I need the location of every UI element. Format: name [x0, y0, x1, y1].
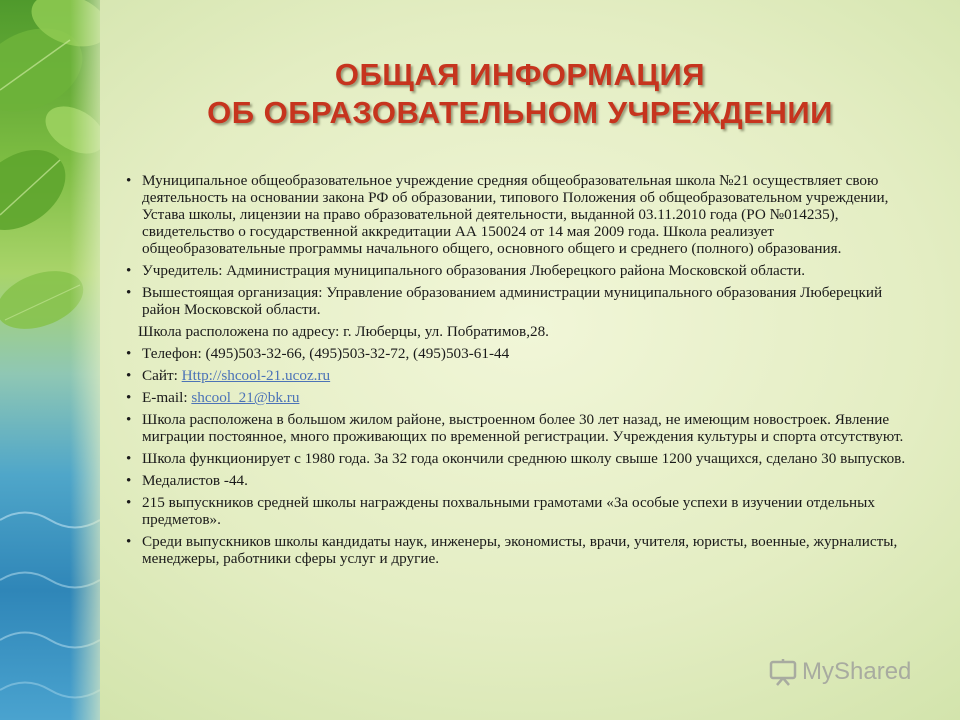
- item-text: 215 выпускников средней школы награждены похвальными грамотами «За особые успехи в изучении отдельных предметов».: [142, 494, 875, 528]
- site-label: Сайт:: [142, 367, 182, 384]
- list-item: [118, 172, 918, 257]
- bullet: •: [126, 262, 132, 279]
- bullet: •: [126, 367, 132, 384]
- bullet: •: [126, 284, 132, 301]
- email-label: E-mail:: [142, 389, 192, 406]
- site-link[interactable]: Http://shcool-21.ucoz.ru: [181, 367, 331, 384]
- bullet: •: [126, 533, 132, 550]
- list-item: [118, 367, 918, 384]
- bullet: •: [126, 389, 132, 406]
- item-text: Школа расположена в большом жилом районе, выстроенном более 30 лет назад, не имеющим новостроек. Явление миграции постоянное, много проживающих по временной регистрации. Учреждения культуры и спорта отсутствуют.: [142, 411, 904, 445]
- list-item: [118, 472, 918, 489]
- slide-title: [110, 56, 930, 132]
- bullet: •: [126, 172, 132, 189]
- watermark-text: MyShared: [802, 658, 912, 685]
- info-list: [118, 172, 918, 572]
- list-item: [118, 284, 918, 318]
- item-text: Муниципальное общеобразовательное учреждение средняя общеобразовательная школа №21 осуществляет свою деятельность на основании закона РФ об образовании, типового Положения об общеобразовательном учреждении, Устава школы, лицензии на право образовательной деятельности, выданной 03.11.2010 года (РО №014235), свидетельство о государственной аккредитации АА 150024 от 14 мая 2009 года. Школа реализует общеобразовательные программы начального общего, основного общего и среднего (полного) образования.: [142, 172, 889, 257]
- bullet: •: [126, 472, 132, 489]
- bullet: •: [126, 345, 132, 362]
- bullet: •: [126, 450, 132, 467]
- item-text: Школа расположена по адресу: г. Люберцы, ул. Побратимов,28.: [138, 323, 549, 340]
- presentation-icon: [768, 657, 798, 687]
- list-item: [118, 345, 918, 362]
- phone-text: Телефон: (495)503-32-66, (495)503-32-72, (495)503-61-44: [142, 345, 510, 362]
- email-link[interactable]: shcool_21@bk.ru: [191, 389, 300, 406]
- list-item: [118, 411, 918, 445]
- bullet: •: [126, 411, 132, 428]
- bullet: •: [126, 494, 132, 511]
- list-item: [118, 389, 918, 406]
- title-line-2: ОБ ОБРАЗОВАТЕЛЬНОМ УЧРЕЖДЕНИИ: [207, 95, 833, 130]
- strip-fade: [70, 0, 100, 720]
- list-item: [118, 533, 918, 567]
- title-line-1: ОБЩАЯ ИНФОРМАЦИЯ: [334, 57, 706, 92]
- item-text: Вышестоящая организация: Управление образованием администрации муниципального образования Люберецкий район Московской области.: [142, 284, 883, 318]
- list-item: [118, 262, 918, 279]
- item-text: Школа функционирует с 1980 года. За 32 года окончили среднюю школу свыше 1200 учащихся, сделано 30 выпусков.: [142, 450, 906, 467]
- list-item: [118, 494, 918, 528]
- item-text: Среди выпускников школы кандидаты наук, инженеры, экономисты, врачи, учителя, юристы, военные, журналисты, менеджеры, работники сферы услуг и другие.: [142, 533, 898, 567]
- list-item: [118, 450, 918, 467]
- myshared-watermark: [768, 657, 911, 687]
- address-line: [118, 323, 918, 340]
- item-text: Медалистов -44.: [142, 472, 248, 489]
- item-text: Учредитель: Администрация муниципального образования Люберецкого района Московской области.: [142, 262, 806, 279]
- leaves-water-image: [0, 0, 100, 720]
